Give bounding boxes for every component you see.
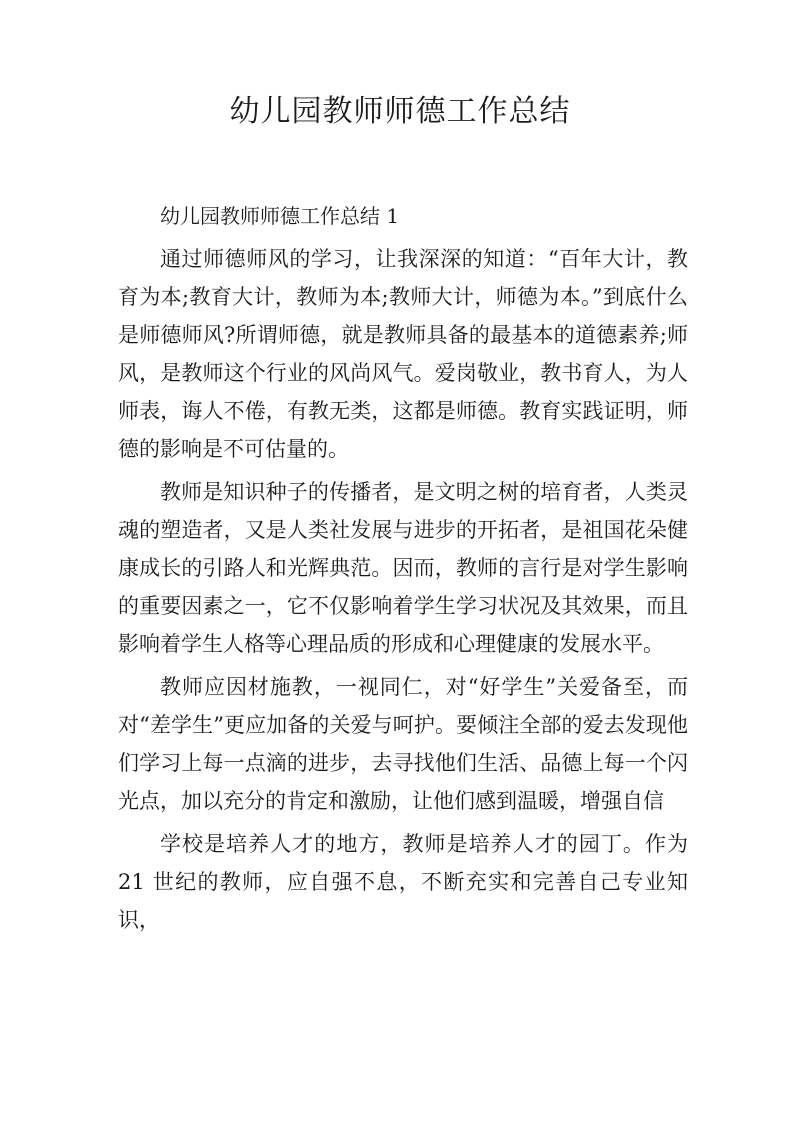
paragraph-4: 学校是培养人才的地方，教师是培养人才的园丁。作为 21 世纪的教师，应自强不息，不断充实和完善自己专业知识， <box>118 832 688 932</box>
paragraph-2: 教师是知识种子的传播者，是文明之树的培育者，人类灵魂的塑造者，又是人类社发展与进步的开拓者，是祖国花朵健康成长的引路人和光辉典范。因而，教师的言行是对学生影响的重要因素之一，它不仅影响着学生学习状况及其效果，而且影响着学生人格等心理品质的形成和心理健康的发展水平。 <box>118 480 688 656</box>
paragraph-1: 通过师德师风的学习，让我深深的知道：“百年大计，教育为本;教育大计，教师为本;教师大计，师德为本。”到底什么是师德师风?所谓师德，就是教师具备的最基本的道德素养;师风，是教师这个行业的风尚风气。爱岗敬业，教书育人，为人师表，诲人不倦，有教无类，这都是师德。教育实践证明，师德的影响是不可估量的。 <box>118 247 688 461</box>
document-body <box>118 198 688 939</box>
document-title: 幼儿园教师师德工作总结 <box>229 94 571 129</box>
paragraph-3: 教师应因材施教，一视同仁，对“好学生”关爱备至，而对“差学生”更应加备的关爱与呵护。要倾注全部的爱去发现他们学习上每一点滴的进步，去寻找他们生活、品德上每一个闪光点，加以充分的肯定和激励，让他们感到温暖，增强自信 <box>118 675 688 813</box>
section-heading: 幼儿园教师师德工作总结 1 <box>160 204 400 228</box>
